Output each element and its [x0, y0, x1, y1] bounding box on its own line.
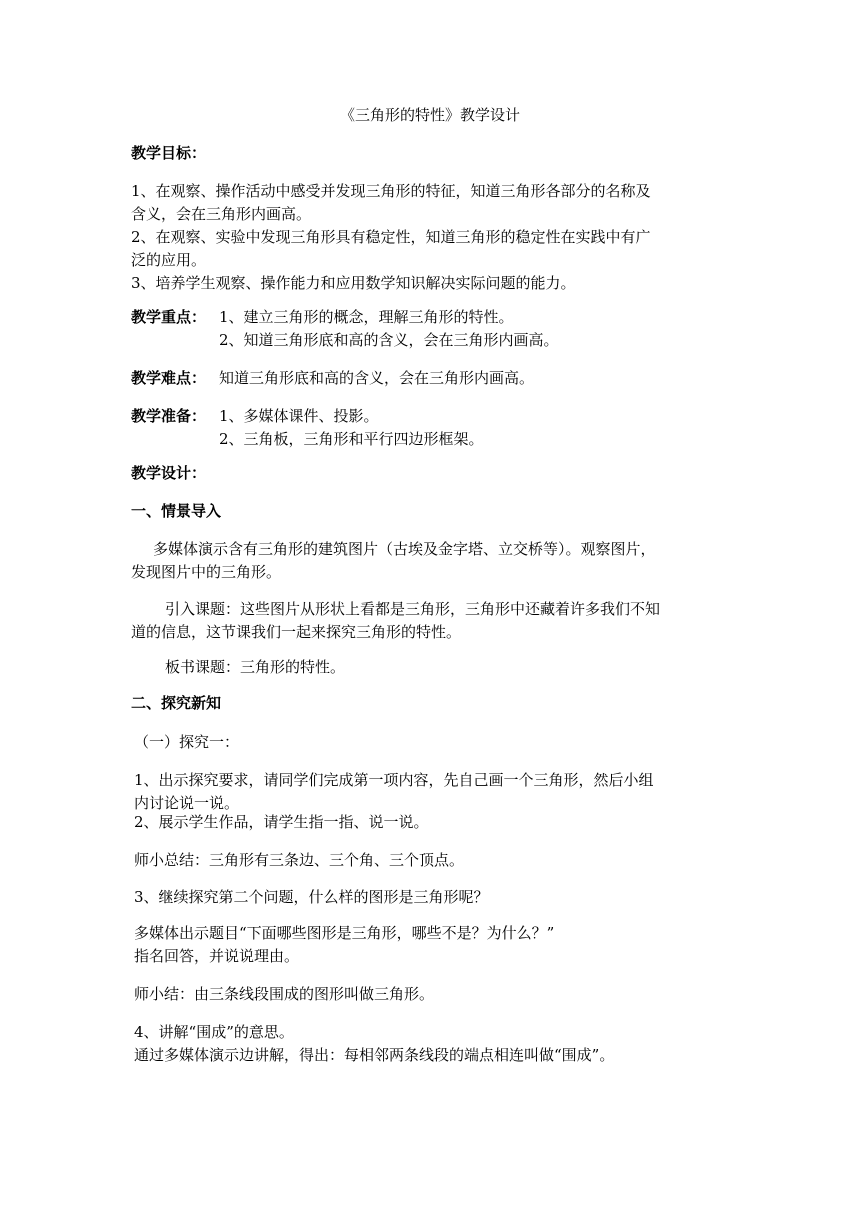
step-2: 2、展示学生作品，请学生指一指、说一说。 [134, 813, 429, 831]
difficulty [131, 367, 534, 390]
section1-paragraph [131, 598, 660, 644]
preparation-item: 1、多媒体课件、投影。 [219, 407, 379, 425]
section1-heading: 一、情景导入 [131, 502, 222, 520]
objective-line: 1、在观察、操作活动中感受并发现三角形的特征，知道三角形各部分的名称及 [131, 182, 651, 200]
paragraph-line: 道的信息，这节课我们一起来探究三角形的特性。 [131, 623, 462, 641]
step-3: 3、继续探究第二个问题，什么样的图形是三角形呢？ [134, 888, 489, 906]
key-point-item: 2、知道三角形底和高的含义，会在三角形内画高。 [219, 331, 559, 349]
objective-line: 泛的应用。 [131, 251, 207, 269]
objective-line: 含义，会在三角形内画高。 [131, 205, 312, 223]
paragraph-line: 4、讲解“围成”的意思。 [134, 1023, 294, 1041]
paragraph-line: 指名回答，并说说理由。 [134, 947, 300, 965]
key-points-label: 教学重点： [131, 308, 207, 326]
section1-paragraph: 板书课题：三角形的特性。 [165, 658, 346, 676]
objective-line: 3、培养学生观察、操作能力和应用数学知识解决实际问题的能力。 [131, 274, 576, 292]
design-heading: 教学设计： [131, 464, 207, 482]
document-title: 《三角形的特性》教学设计 [339, 106, 520, 124]
paragraph-line: 多媒体演示含有三角形的建筑图片（古埃及金字塔、立交桥等）。观察图片， [153, 540, 656, 558]
difficulty-label: 教学难点： [131, 369, 207, 387]
paragraph-line: 通过多媒体演示边讲解，得出：每相邻两条线段的端点相连叫做“围成”。 [134, 1046, 615, 1064]
subsection-heading: （一）探究一： [134, 733, 240, 751]
media-prompt [134, 922, 554, 968]
objectives-heading: 教学目标： [131, 144, 207, 162]
summary-2: 师小结：由三条线段围成的图形叫做三角形。 [134, 985, 435, 1003]
paragraph-line: 1、出示探究要求，请同学们完成第一项内容，先自己画一个三角形，然后小组 [134, 771, 654, 789]
paragraph-line: 内讨论说一说。 [134, 794, 240, 812]
paragraph-line: 引入课题：这些图片从形状上看都是三角形，三角形中还藏着许多我们不知 [165, 600, 661, 618]
difficulty-text: 知道三角形底和高的含义，会在三角形内画高。 [219, 369, 535, 387]
preparation-label: 教学准备： [131, 407, 207, 425]
summary-1: 师小总结：三角形有三条边、三个角、三个顶点。 [134, 851, 465, 869]
paragraph-line: 多媒体出示题目“下面哪些图形是三角形，哪些不是？为什么？” [134, 924, 555, 942]
preparation-item: 2、三角板，三角形和平行四边形框架。 [219, 430, 484, 448]
preparation [131, 405, 484, 451]
step-1 [134, 769, 654, 815]
key-point-item: 1、建立三角形的概念，理解三角形的特性。 [219, 308, 514, 326]
key-points [131, 306, 559, 352]
objective-line: 2、在观察、实验中发现三角形具有稳定性，知道三角形的稳定性在实践中有广 [131, 228, 651, 246]
step-4 [134, 1021, 614, 1067]
section2-heading: 二、探究新知 [131, 694, 222, 712]
section1-paragraph [131, 538, 656, 584]
paragraph-line: 发现图片中的三角形。 [131, 563, 282, 581]
objectives-text [131, 180, 651, 295]
